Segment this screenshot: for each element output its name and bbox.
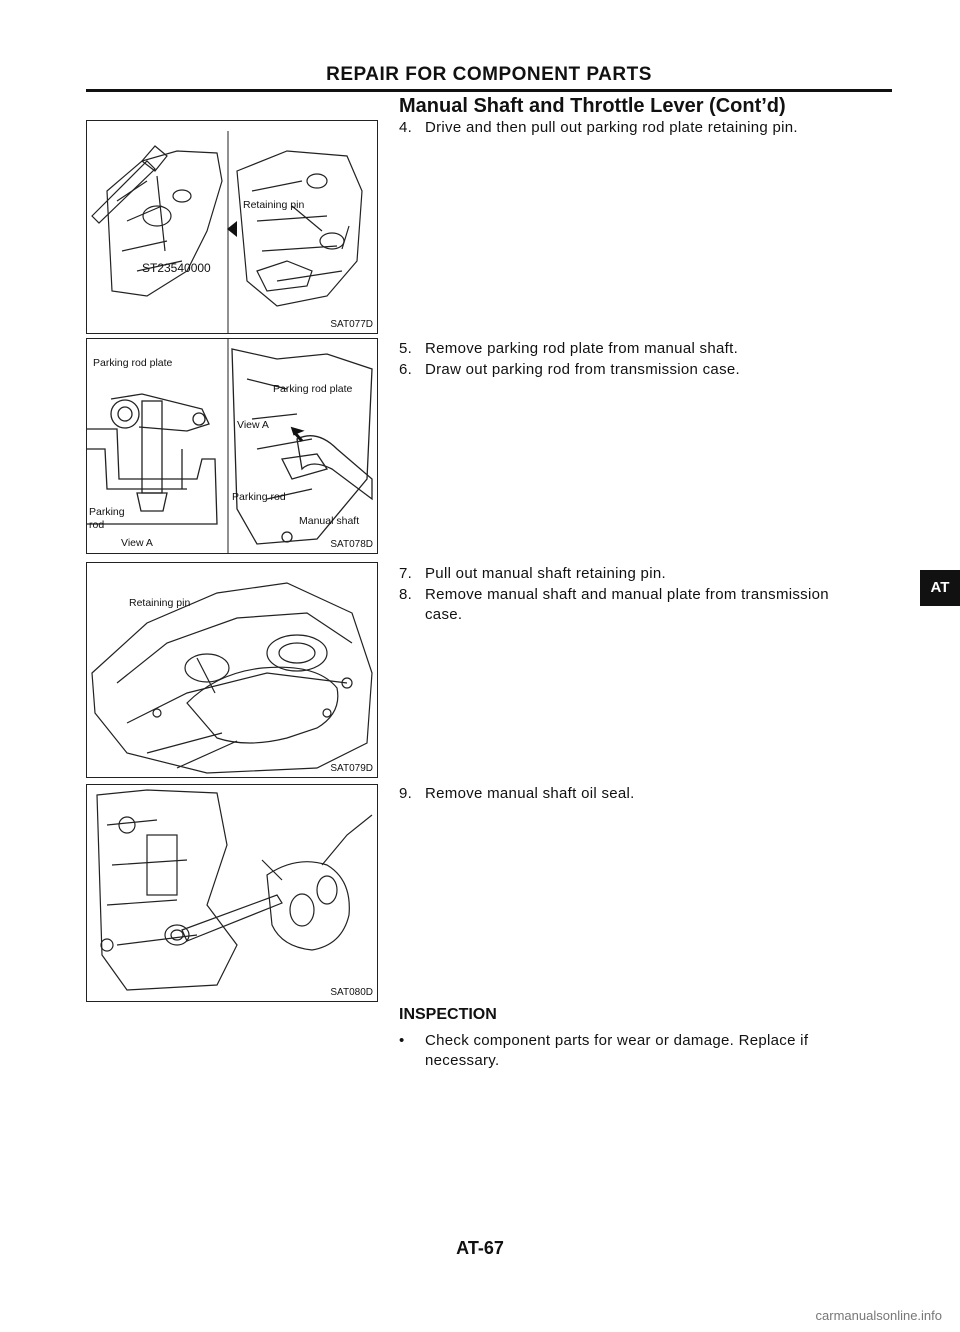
inspection-continuation: necessary. — [425, 1052, 500, 1069]
label-manual-shaft: Manual shaft — [299, 515, 360, 527]
label-retaining-pin: Retaining pin — [129, 597, 191, 609]
label-view-a-left: View A — [121, 537, 153, 549]
step-text: Drive and then pull out parking rod plate retaining pin. — [425, 119, 798, 136]
figure-drawing — [87, 785, 377, 1001]
section-title: Manual Shaft and Throttle Lever (Cont’d) — [399, 95, 786, 117]
figure-drawing — [87, 121, 377, 333]
figure-code: SAT080D — [330, 987, 373, 998]
step-5 — [399, 339, 738, 359]
label-view-a-right: View A — [237, 419, 269, 431]
step-text: Remove manual shaft oil seal. — [425, 785, 635, 802]
step-8 — [399, 585, 829, 605]
label-parking-rod-plate-right: Parking rod plate — [273, 383, 353, 395]
figure-drawing — [87, 563, 377, 777]
section-tab-at: AT — [920, 570, 960, 606]
label-parking-rod-left-line1: Parking — [89, 506, 125, 518]
page-number: AT-67 — [456, 1238, 504, 1258]
figure-code: SAT079D — [330, 763, 373, 774]
header-title: REPAIR FOR COMPONENT PARTS — [326, 64, 652, 85]
label-tool-number: ST23540000 — [142, 261, 211, 275]
figure-sat077d — [86, 120, 378, 334]
step-number: 6. — [399, 361, 413, 378]
inspection-heading: INSPECTION — [399, 1006, 497, 1023]
label-retaining-pin: Retaining pin — [243, 199, 305, 211]
step-9 — [399, 784, 635, 804]
page-header — [86, 62, 892, 92]
watermark: carmanualsonline.info — [815, 1308, 942, 1323]
step-text: Remove parking rod plate from manual shaft. — [425, 340, 739, 357]
label-parking-rod-right: Parking rod — [232, 491, 286, 503]
inspection-text: Check component parts for wear or damage. Replace if — [425, 1032, 809, 1049]
figure-code: SAT077D — [330, 319, 373, 330]
label-parking-rod-left-line2: rod — [89, 519, 105, 531]
label-parking-rod-plate-left: Parking rod plate — [93, 357, 173, 369]
step-4 — [399, 118, 798, 138]
header-rule — [86, 89, 892, 92]
figure-code: SAT078D — [330, 539, 373, 550]
step-7 — [399, 564, 666, 584]
step-text: Draw out parking rod from transmission case. — [425, 361, 740, 378]
step-8-continuation: case. — [425, 606, 463, 623]
figure-sat079d — [86, 562, 378, 778]
step-number: 4. — [399, 119, 413, 136]
step-6 — [399, 360, 740, 380]
step-number: 7. — [399, 565, 413, 582]
bullet-mark: • — [399, 1032, 405, 1049]
step-number: 5. — [399, 340, 413, 357]
figure-sat078d — [86, 338, 378, 554]
step-number: 9. — [399, 785, 413, 802]
inspection-bullet — [399, 1031, 808, 1051]
step-text: Remove manual shaft and manual plate from transmission — [425, 586, 829, 603]
step-text: Pull out manual shaft retaining pin. — [425, 565, 666, 582]
figure-sat080d — [86, 784, 378, 1002]
step-number: 8. — [399, 586, 413, 603]
